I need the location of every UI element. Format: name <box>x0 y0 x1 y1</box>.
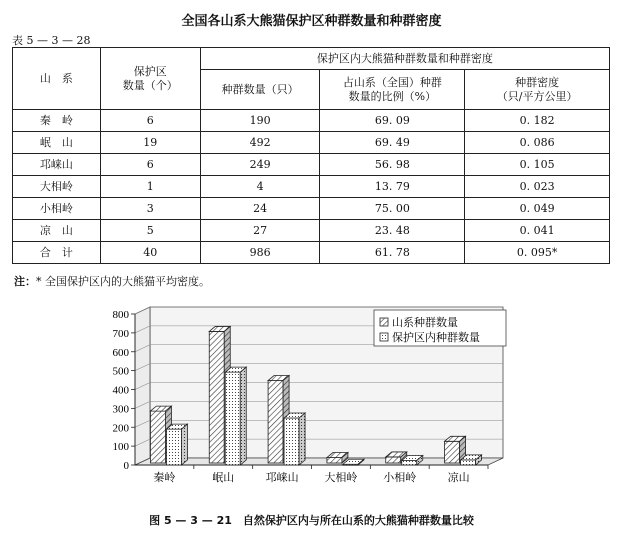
cell-count: 6 <box>100 154 200 176</box>
legend-swatch <box>380 318 388 326</box>
cell-ratio: 69. 09 <box>320 110 465 132</box>
note-label: 注： <box>14 275 36 288</box>
table-row <box>13 242 610 264</box>
header-group: 保护区内大熊猫种群数量和种群密度 <box>200 48 609 70</box>
cell-population: 24 <box>200 198 320 220</box>
table-row <box>13 110 610 132</box>
cell-population: 4 <box>200 176 320 198</box>
x-tick-label: 小相岭 <box>383 471 417 484</box>
cell-population: 249 <box>200 154 320 176</box>
bar-reserve-population-side <box>181 424 187 465</box>
bar-reserve-population-front <box>402 460 417 465</box>
cell-count: 3 <box>100 198 200 220</box>
cell-mountain: 小相岭 <box>13 198 101 220</box>
cell-count: 40 <box>100 242 200 264</box>
cell-population: 27 <box>200 220 320 242</box>
bar-mountain-population-front <box>268 381 283 463</box>
cell-ratio: 61. 78 <box>320 242 465 264</box>
cell-count: 1 <box>100 176 200 198</box>
bar-reserve-population-side <box>299 413 305 465</box>
bar-reserve-population <box>166 424 187 465</box>
cell-density: 0. 095* <box>465 242 610 264</box>
y-tick-label: 300 <box>112 403 129 416</box>
bar-reserve-population-front <box>166 429 181 465</box>
y-tick-label: 800 <box>112 309 129 321</box>
bar-chart <box>0 295 623 510</box>
cell-ratio: 56. 98 <box>320 154 465 176</box>
cell-mountain: 秦 岭 <box>13 110 101 132</box>
table-row <box>13 220 610 242</box>
bar-reserve-population-side <box>240 367 246 465</box>
cell-density: 0. 023 <box>465 176 610 198</box>
figure-caption: 图 5 — 3 — 21 自然保护区内与所在山系的大熊猫种群数量比较 <box>149 514 474 527</box>
cell-count: 19 <box>100 132 200 154</box>
cell-count: 5 <box>100 220 200 242</box>
cell-ratio: 69. 49 <box>320 132 465 154</box>
bar-reserve-population <box>225 367 246 465</box>
panda-table <box>12 47 610 264</box>
bar-reserve-population <box>284 413 305 465</box>
table-note <box>14 273 210 289</box>
cell-mountain: 凉 山 <box>13 220 101 242</box>
cell-density: 0. 086 <box>465 132 610 154</box>
table-row <box>13 198 610 220</box>
legend-label: 山系种群数量 <box>392 316 458 329</box>
y-tick-label: 400 <box>112 384 129 397</box>
x-tick-label: 岷山 <box>212 471 235 484</box>
note-text: * 全国保护区内的大熊猫平均密度。 <box>36 275 210 288</box>
bar-mountain-population-front <box>327 458 342 463</box>
cell-density: 0. 182 <box>465 110 610 132</box>
x-tick-label: 凉山 <box>447 471 470 484</box>
cell-ratio: 13. 79 <box>320 176 465 198</box>
bar-reserve-population-front <box>284 418 299 465</box>
y-tick-label: 500 <box>112 365 129 378</box>
cell-density: 0. 105 <box>465 154 610 176</box>
y-tick-label: 0 <box>123 460 129 472</box>
bar-reserve-population-front <box>461 460 476 465</box>
bar-mountain-population-front <box>386 457 401 463</box>
header-reserve-count: 保护区 数量（个） <box>100 48 200 110</box>
table-number: 表 5 — 3 — 28 <box>12 34 91 47</box>
bar-mountain-population-front <box>445 441 460 463</box>
page-title: 全国各山系大熊猫保护区种群数量和种群密度 <box>181 14 442 29</box>
cell-density: 0. 049 <box>465 198 610 220</box>
cell-population: 190 <box>200 110 320 132</box>
header-mountain: 山 系 <box>13 48 101 110</box>
legend-label: 保护区内种群数量 <box>392 331 480 344</box>
header-ratio: 占山系（全国）种群 数量的比例（%） <box>320 70 465 110</box>
bar-mountain-population-front <box>150 411 165 463</box>
y-tick-label: 200 <box>112 422 129 435</box>
header-population: 种群数量（只） <box>200 70 320 110</box>
cell-mountain: 大相岭 <box>13 176 101 198</box>
cell-count: 6 <box>100 110 200 132</box>
header-density: 种群密度 （只/平方公里） <box>465 70 610 110</box>
y-tick-label: 100 <box>112 441 129 454</box>
y-tick-label: 600 <box>112 346 129 359</box>
cell-density: 0. 041 <box>465 220 610 242</box>
cell-population: 986 <box>200 242 320 264</box>
table-row <box>13 132 610 154</box>
cell-mountain: 邛崃山 <box>13 154 101 176</box>
cell-ratio: 75. 00 <box>320 198 465 220</box>
x-tick-label: 邛崃山 <box>265 471 299 484</box>
x-tick-label: 大相岭 <box>324 471 358 484</box>
table-row <box>13 154 610 176</box>
cell-mountain: 岷 山 <box>13 132 101 154</box>
x-tick-label: 秦岭 <box>153 471 176 484</box>
table-row <box>13 176 610 198</box>
bar-reserve-population-front <box>225 372 240 465</box>
cell-population: 492 <box>200 132 320 154</box>
cell-mountain: 合 计 <box>13 242 101 264</box>
cell-ratio: 23. 48 <box>320 220 465 242</box>
y-tick-label: 700 <box>112 327 129 340</box>
bar-mountain-population-front <box>209 331 224 463</box>
legend-swatch <box>380 333 388 341</box>
